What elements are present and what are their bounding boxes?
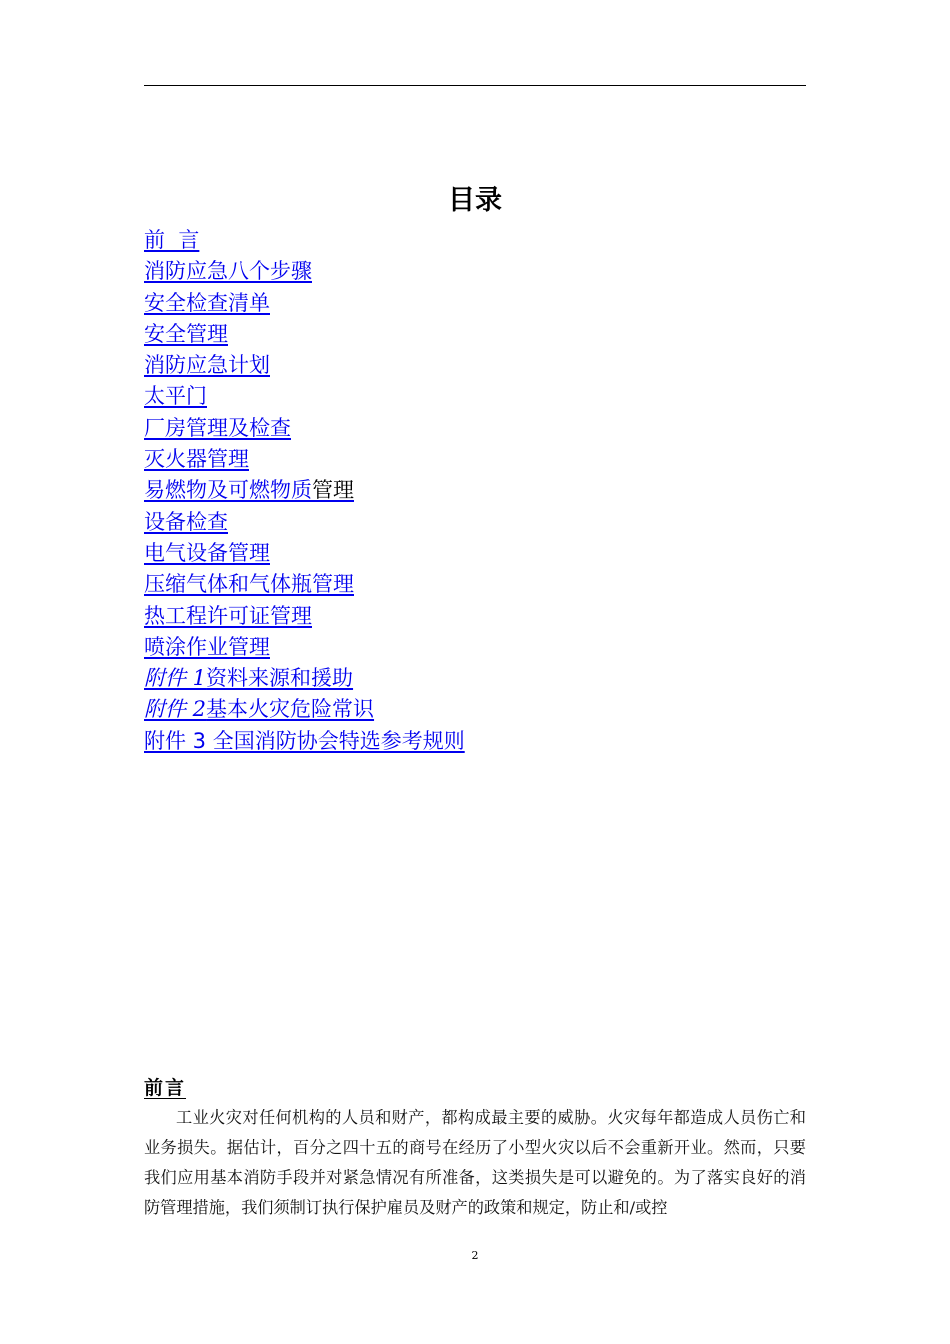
- toc-entry: [144, 569, 465, 600]
- toc-link-appendix-2[interactable]: [144, 697, 374, 721]
- toc-link-flammables[interactable]: [144, 478, 354, 502]
- toc-link-exit-doors[interactable]: 太平门: [144, 384, 207, 409]
- toc-link-text: 易燃物及可燃物质: [144, 478, 312, 503]
- toc-link-safety-management[interactable]: 安全管理: [144, 321, 228, 346]
- toc-entry: [144, 413, 465, 444]
- toc-link-spray-painting[interactable]: 喷涂作业管理: [144, 634, 270, 659]
- toc-entry: [144, 663, 465, 694]
- preface-heading: 前言: [144, 1077, 187, 1099]
- toc-entry: [144, 381, 465, 412]
- header-rule: [144, 85, 806, 86]
- toc-entry: [144, 538, 465, 569]
- toc-entry: [144, 444, 465, 475]
- toc-entry: [144, 319, 465, 350]
- toc-link-preface[interactable]: 前 言: [144, 228, 200, 252]
- toc-title: 目录: [448, 185, 502, 216]
- toc-link-prefix: 附件 1: [144, 666, 207, 691]
- toc-link-extinguisher-management[interactable]: 灭火器管理: [144, 447, 249, 472]
- toc-link-appendix-1[interactable]: [144, 666, 353, 690]
- toc-link-plant-management[interactable]: 厂房管理及检查: [144, 415, 291, 440]
- toc-link-eight-steps[interactable]: 消防应急八个步骤: [144, 259, 312, 284]
- toc-link-suffix: 管理: [312, 478, 354, 503]
- toc-link-hot-work-permit[interactable]: 热工程许可证管理: [144, 603, 312, 628]
- preface-body: 工业火灾对任何机构的人员和财产，都构成最主要的威胁。火灾每年都造成人员伤亡和业务损失。据估计，百分之四十五的商号在经历了小型火灾以后不会重新开业。然而，只要我们应用基本消防手段并对紧急情况有所准备，这类损失是可以避免的。为了落实良好的消防管理措施，我们须制订执行保护雇员及财产的政策和规定，防止和/或控: [144, 1108, 806, 1217]
- toc-link-text: 基本火灾危险常识: [206, 697, 375, 722]
- toc-entry: [144, 256, 465, 287]
- toc-entry: [144, 475, 465, 506]
- toc-entry: [144, 632, 465, 663]
- page-number: 2: [471, 1249, 479, 1262]
- toc-entry: [144, 694, 465, 725]
- toc-entry: [144, 726, 465, 757]
- toc-link-safety-checklist[interactable]: 安全检查清单: [144, 290, 270, 315]
- toc-list: [144, 225, 465, 757]
- toc-entry: [144, 350, 465, 381]
- toc-link-emergency-plan[interactable]: 消防应急计划: [144, 353, 270, 378]
- toc-entry: [144, 507, 465, 538]
- toc-link-electrical-management[interactable]: 电气设备管理: [144, 540, 270, 565]
- toc-link-equipment-inspection[interactable]: 设备检查: [144, 509, 228, 534]
- toc-link-text: 资料来源和援助: [206, 666, 354, 691]
- toc-entry: [144, 288, 465, 319]
- toc-entry: [144, 601, 465, 632]
- toc-link-prefix: 附件 2: [144, 697, 207, 722]
- toc-link-compressed-gas[interactable]: 压缩气体和气体瓶管理: [144, 572, 354, 597]
- toc-entry: [144, 225, 465, 256]
- toc-link-appendix-3[interactable]: 附件 3 全国消防协会特选参考规则: [144, 728, 465, 753]
